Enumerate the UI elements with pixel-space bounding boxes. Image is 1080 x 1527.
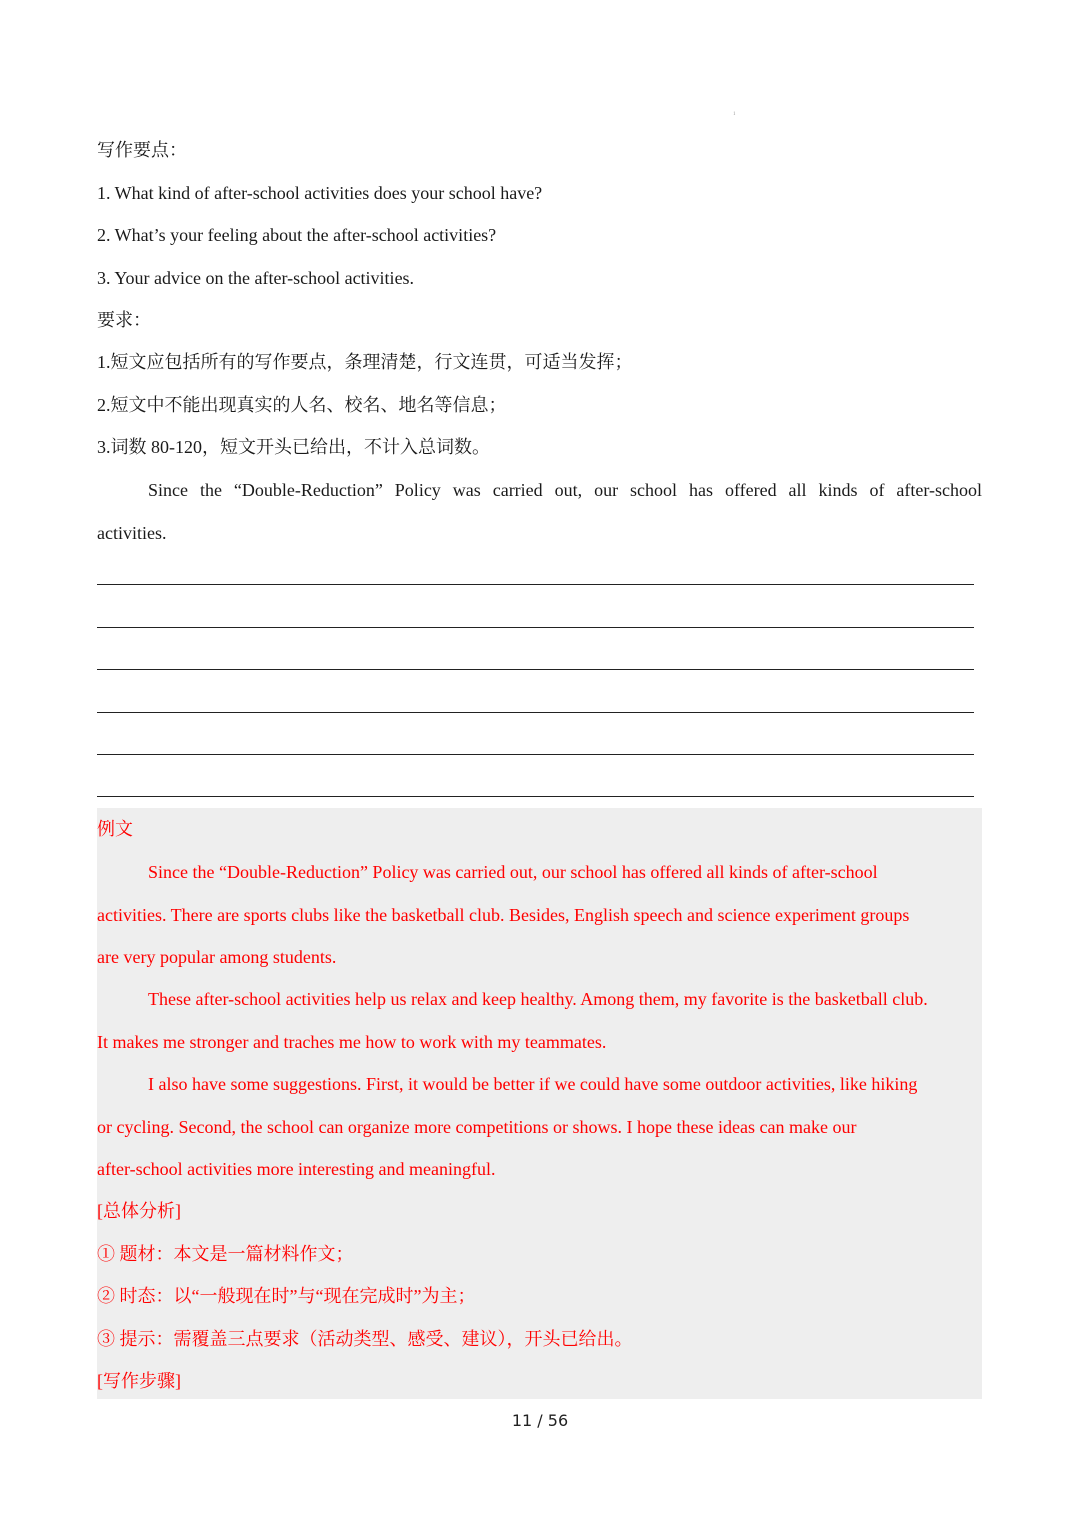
page-number: 11 / 56 — [511, 1411, 569, 1430]
analysis-heading: [总体分析] — [97, 1201, 181, 1221]
writing-points-heading: 写作要点： — [97, 140, 187, 160]
requirement-2: 2.短文中不能出现真实的人名、校名、地名等信息； — [97, 395, 507, 415]
header-mark: 1 — [733, 112, 736, 117]
requirements-heading: 要求： — [97, 310, 151, 330]
answer-line — [97, 712, 974, 713]
analysis-item-3: ③ 提示：需覆盖三点要求（活动类型、感受、建议），开头已给出。 — [97, 1329, 633, 1349]
writing-point-2: 2. What’s your feeling about the after-school activities? — [97, 225, 497, 245]
sample-line: are very popular among students. — [97, 947, 337, 967]
sample-line: Since the “Double-Reduction” Policy was carried out, our school has offered all kinds of after-school — [148, 862, 878, 882]
answer-line — [97, 584, 974, 585]
sample-line: or cycling. Second, the school can organize more competitions or shows. I hope these ideas can make our — [97, 1117, 857, 1137]
opening-sentence-line-2: activities. — [97, 523, 167, 543]
answer-line — [97, 627, 974, 628]
answer-line — [97, 669, 974, 670]
writing-steps-heading: [写作步骤] — [97, 1371, 181, 1391]
sample-line: activities. There are sports clubs like the basketball club. Besides, English speech and science experiment groups — [97, 905, 910, 925]
sample-heading: 例文 — [97, 819, 133, 839]
sample-line: It makes me stronger and traches me how to work with my teammates. — [97, 1032, 607, 1052]
opening-sentence-line-1: Since the “Double-Reduction” Policy was carried out, our school has offered all kinds of after-school — [148, 480, 982, 500]
sample-answer-panel — [97, 808, 982, 1399]
requirement-3: 3.词数 80-120，短文开头已给出，不计入总词数。 — [97, 437, 490, 457]
answer-line — [97, 796, 974, 797]
writing-point-1: 1. What kind of after-school activities does your school have? — [97, 183, 543, 203]
analysis-item-1: ① 题材：本文是一篇材料作文； — [97, 1244, 354, 1264]
sample-line: I also have some suggestions. First, it would be better if we could have some outdoor activities, like hiking — [148, 1074, 918, 1094]
sample-line: after-school activities more interesting and meaningful. — [97, 1159, 496, 1179]
analysis-item-2: ② 时态：以“一般现在时”与“现在完成时”为主； — [97, 1286, 476, 1306]
requirement-1: 1.短文应包括所有的写作要点，条理清楚，行文连贯，可适当发挥； — [97, 352, 633, 372]
writing-point-3: 3. Your advice on the after-school activities. — [97, 268, 415, 288]
answer-line — [97, 754, 974, 755]
sample-line: These after-school activities help us relax and keep healthy. Among them, my favorite is the basketball club. — [148, 989, 928, 1009]
